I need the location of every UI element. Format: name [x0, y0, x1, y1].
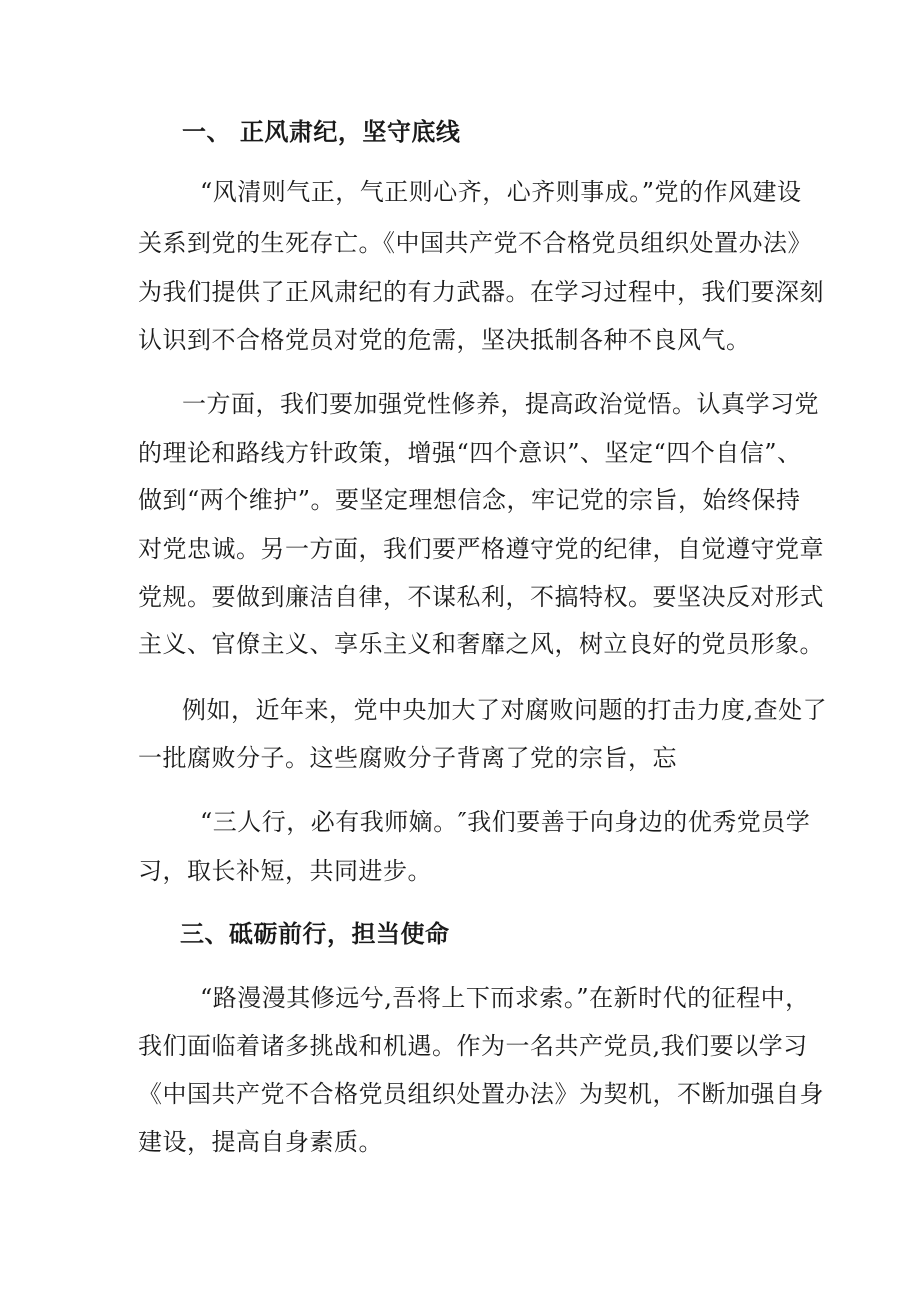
section-3-heading: 三、砥砺前行，担当使命	[180, 919, 450, 948]
paragraph-5-line-3: 《中国共产党不合格党员组织处置办法》为契机，不断加强自身	[138, 1080, 824, 1108]
section-1-heading: 一、 正风肃纪，坚守底线	[182, 117, 461, 146]
paragraph-2-line-6: 主义、官僚主义、享乐主义和奢靡之风，树立良好的党员形象。	[138, 630, 824, 658]
paragraph-2-line-4: 对党忠诚。另一方面，我们要严格遵守党的纪律，自觉遵守党章	[138, 535, 824, 563]
paragraph-1-line-2: 关系到党的生死存亡。《中国共产党不合格党员组织处置办法》	[138, 229, 812, 257]
paragraph-3-line-2: 一批腐败分子。这些腐败分子背离了党的宗旨，忘	[138, 744, 677, 772]
paragraph-1-line-4: 认识到不合格党员对党的危需，坚决抵制各种不良风气。	[138, 326, 751, 354]
paragraph-2-line-5: 党规。要做到廉洁自律，不谋私利，不搞特权。要坚决反对形式	[138, 583, 824, 611]
paragraph-2-line-2: 的理论和路线方针政策，增强“四个意识”、坚定“四个自信”、	[138, 439, 802, 467]
paragraph-5-line-1: “路漫漫其修远兮,吾将上下而求索。”在新时代的征程中，	[200, 984, 810, 1012]
paragraph-2-line-1: 一方面，我们要加强党性修养，提高政治觉悟。认真学习党	[182, 390, 819, 418]
paragraph-1-line-1: “风清则气正，气正则心齐，心齐则事成。”党的作风建设	[200, 178, 802, 206]
paragraph-3-line-1: 例如，近年来，党中央加大了对腐败问题的打击力度,查处了	[182, 696, 828, 724]
paragraph-4-line-1: “三人行，必有我师嫡。″我们要善于向身边的优秀党员学	[200, 808, 811, 836]
paragraph-2-line-3: 做到“两个维护”。要坚定理想信念，牢记党的宗旨，始终保持	[138, 486, 801, 514]
paragraph-5-line-2: 我们面临着诸多挑战和机遇。作为一名共产党员,我们要以学习	[138, 1032, 808, 1060]
paragraph-4-line-2: 习，取长补短，共同进步。	[138, 857, 432, 885]
paragraph-5-line-4: 建设，提高自身素质。	[138, 1128, 383, 1156]
paragraph-1-line-3: 为我们提供了正风肃纪的有力武器。在学习过程中，我们要深刻	[138, 278, 824, 306]
